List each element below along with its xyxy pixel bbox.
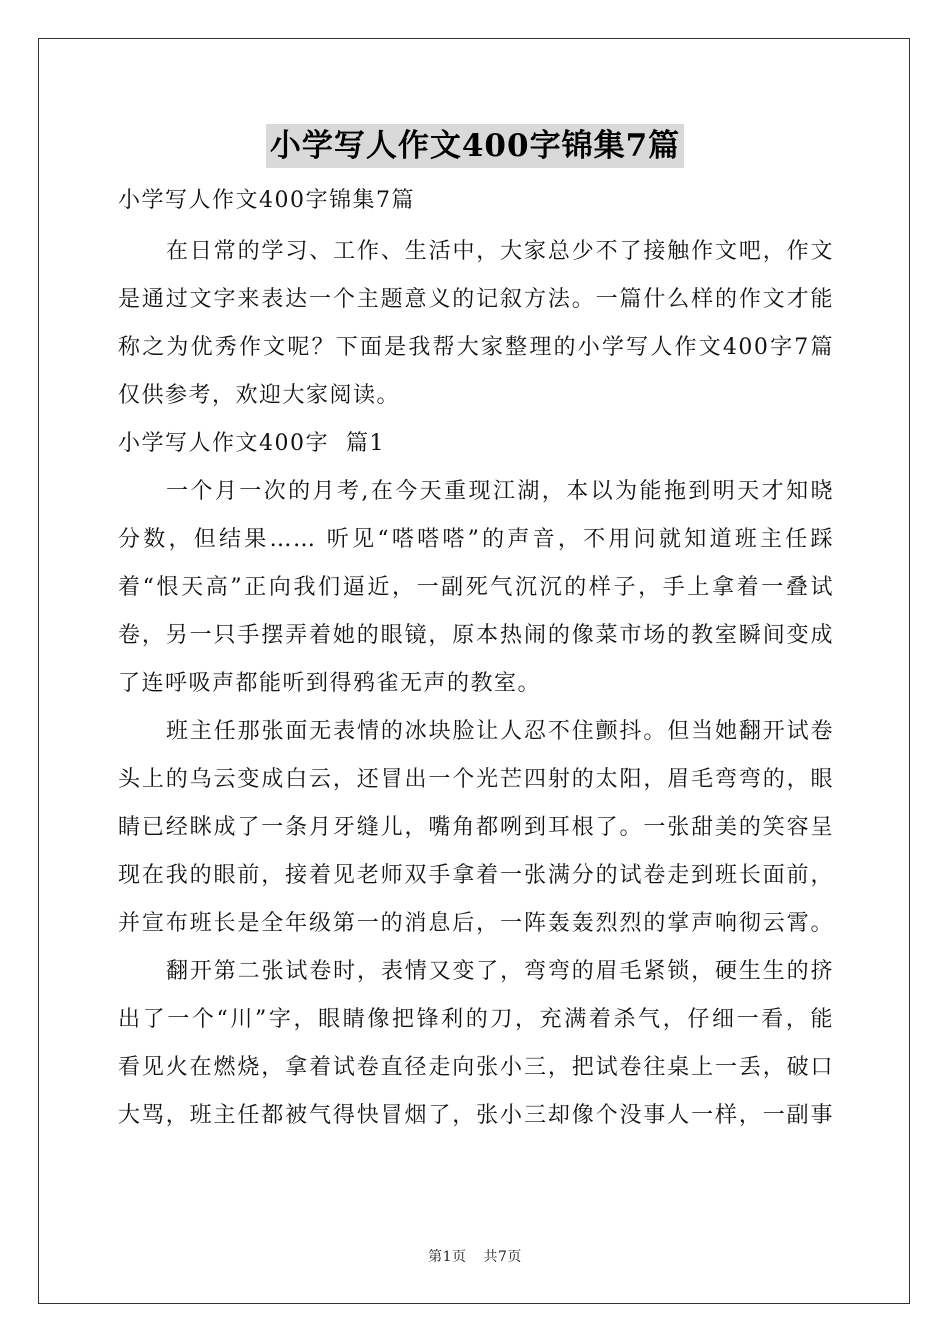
section-heading: 小学写人作文400字 篇1 xyxy=(118,431,385,456)
page-total: 共7页 xyxy=(483,1249,522,1265)
paragraph-3 xyxy=(118,948,834,1140)
page-footer xyxy=(0,1246,950,1266)
paragraph-line: 班主任那张面无表情的冰块脸让人忍不住颤抖。但当她翻开试卷 xyxy=(166,719,834,744)
intro-paragraph xyxy=(118,228,834,420)
paragraph-1 xyxy=(118,468,834,708)
paragraph-line: 称之为优秀作文呢？下面是我帮大家整理的小学写人作文400字7篇 xyxy=(118,335,834,360)
paragraph-line: 在日常的学习、工作、生活中，大家总少不了接触作文吧，作文 xyxy=(166,239,834,264)
paragraph-line: 出了一个“川”字，眼睛像把锋利的刀，充满着杀气，仔细一看，能 xyxy=(118,1007,834,1032)
paragraph-line: 是通过文字来表达一个主题意义的记叙方法。一篇什么样的作文才能 xyxy=(118,287,834,312)
paragraph-line: 并宣布班长是全年级第一的消息后，一阵轰轰烈烈的掌声响彻云霄。 xyxy=(118,911,834,936)
paragraph-line: 睛已经眯成了一条月牙缝儿，嘴角都咧到耳根了。一张甜美的笑容呈 xyxy=(118,815,834,840)
paragraph-line: 头上的乌云变成白云，还冒出一个光芒四射的太阳，眉毛弯弯的，眼 xyxy=(118,767,834,792)
paragraph-line: 分数，但结果…… 听见“嗒嗒嗒”的声音，不用问就知道班主任踩 xyxy=(118,527,834,552)
paragraph-2 xyxy=(118,708,834,948)
paragraph-line: 看见火在燃烧，拿着试卷直径走向张小三，把试卷往桌上一丢，破口 xyxy=(118,1055,834,1080)
paragraph-line: 着“恨天高”正向我们逼近，一副死气沉沉的样子，手上拿着一叠试 xyxy=(118,575,834,600)
paragraph-line: 一个月一次的月考,在今天重现江湖，本以为能拖到明天才知晓 xyxy=(166,479,834,504)
paragraph-line: 了连呼吸声都能听到得鸦雀无声的教室。 xyxy=(118,671,542,696)
page-number: 第1页 xyxy=(428,1249,467,1265)
paragraph-line: 卷，另一只手摆弄着她的眼镜，原本热闹的像菜市场的教室瞬间变成 xyxy=(118,623,834,648)
paragraph-line: 现在我的眼前，接着见老师双手拿着一张满分的试卷走到班长面前， xyxy=(118,863,834,888)
paragraph-line: 大骂，班主任都被气得快冒烟了，张小三却像个没事人一样，一副事 xyxy=(118,1103,834,1128)
document-body xyxy=(118,177,834,1140)
paragraph-line: 翻开第二张试卷时，表情又变了，弯弯的眉毛紧锁，硬生生的挤 xyxy=(166,959,834,984)
subtitle: 小学写人作文400字锦集7篇 xyxy=(118,188,415,213)
paragraph-line: 仅供参考，欢迎大家阅读。 xyxy=(118,383,401,408)
title-container xyxy=(0,124,950,168)
document-title: 小学写人作文400字锦集7篇 xyxy=(266,124,684,168)
